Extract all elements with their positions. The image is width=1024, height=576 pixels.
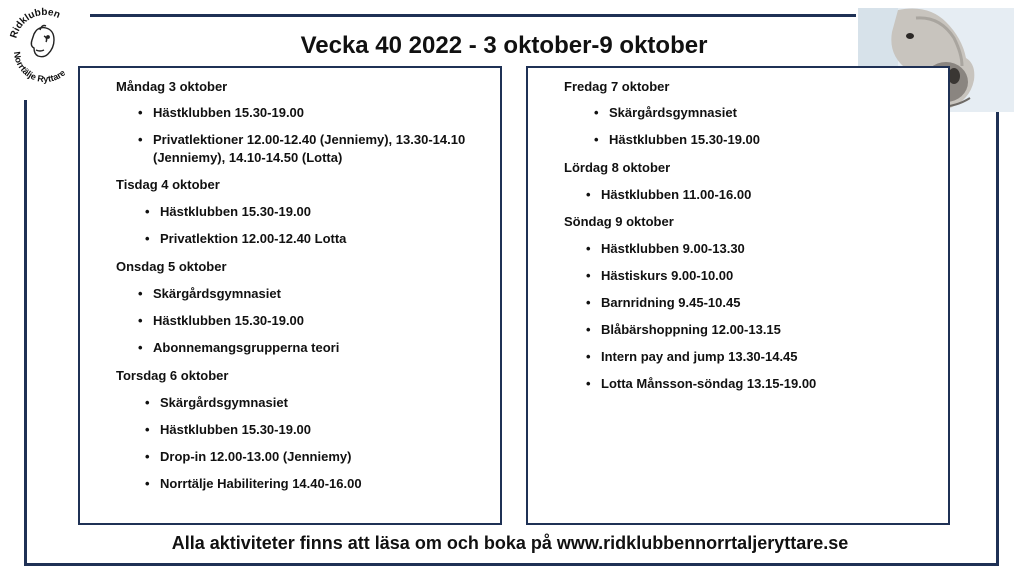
bullet-icon: • [138,313,143,328]
bullet-icon: • [145,449,150,464]
frame-right-line [996,110,999,566]
club-logo [4,4,84,84]
day-heading-monday: Måndag 3 oktober [116,79,228,94]
schedule-item: • Hästklubben 15.30-19.00 [138,105,305,120]
frame-bottom-line [24,563,999,566]
bullet-icon: • [586,349,591,364]
bullet-icon: • [138,105,143,120]
logo-top-text: Ridklubben [8,6,62,40]
schedule-item: • Hästklubben 11.00-16.00 [586,187,752,202]
bullet-icon: • [138,132,143,147]
bullet-icon: • [145,231,150,246]
bullet-icon: • [594,132,599,147]
schedule-item: • Skärgårdsgymnasiet [145,395,288,410]
schedule-item: • Barnridning 9.45-10.45 [586,295,741,310]
schedule-item: • Intern pay and jump 13.30-14.45 [586,349,798,364]
day-heading-friday: Fredag 7 oktober [564,79,670,94]
bullet-icon: • [586,241,591,256]
schedule-item: • Hästklubben 9.00-13.30 [586,241,745,256]
bullet-icon: • [594,105,599,120]
schedule-item: • Drop-in 12.00-13.00 (Jenniemy) [145,449,352,464]
logo-bottom-text: Norrtälje Ryttare [11,50,68,84]
schedule-item: • Privatlektion 12.00-12.40 Lotta [145,231,347,246]
bullet-icon: • [138,286,143,301]
bullet-icon: • [145,204,150,219]
schedule-item: • Lotta Månsson-söndag 13.15-19.00 [586,376,817,391]
schedule-item: • Norrtälje Habilitering 14.40-16.00 [145,476,362,491]
schedule-item: • Skärgårdsgymnasiet [594,105,737,120]
footer-text: Alla aktiviteter finns att läsa om och boka på www.ridklubbennorrtaljeryttare.se [171,533,849,553]
day-heading-tuesday: Tisdag 4 oktober [116,177,220,192]
schedule-item: • Hästklubben 15.30-19.00 [594,132,761,147]
schedule-item: • Hästklubben 15.30-19.00 [138,313,305,328]
page-title: Vecka 40 2022 - 3 oktober-9 oktober [300,32,708,59]
day-heading-wednesday: Onsdag 5 oktober [116,259,227,274]
schedule-item: • Skärgårdsgymnasiet [138,286,281,301]
schedule-item: • Hästklubben 15.30-19.00 [145,422,312,437]
bullet-icon: • [138,340,143,355]
bullet-icon: • [586,295,591,310]
bullet-icon: • [586,268,591,283]
schedule-item: • Hästklubben 15.30-19.00 [145,204,312,219]
bullet-icon: • [586,187,591,202]
frame-left-line [24,100,27,566]
schedule-item: • Privatlektioner 12.00-12.40 (Jenniemy), 13.30-14.10 (Jenniemy), 14.10-14.50 (Lotta) [138,132,466,165]
day-heading-saturday: Lördag 8 oktober [564,160,671,175]
bullet-icon: • [586,376,591,391]
day-heading-thursday: Torsdag 6 oktober [116,368,229,383]
bullet-icon: • [586,322,591,337]
day-heading-sunday: Söndag 9 oktober [564,214,674,229]
frame-top-line [90,14,856,17]
schedule-item: • Abonnemangsgrupperna teori [138,340,340,355]
schedule-item: • Blåbärshoppning 12.00-13.15 [586,322,781,337]
bullet-icon: • [145,422,150,437]
schedule-item: • Hästiskurs 9.00-10.00 [586,268,734,283]
bullet-icon: • [145,395,150,410]
horse-head-icon [31,26,54,57]
bullet-icon: • [145,476,150,491]
